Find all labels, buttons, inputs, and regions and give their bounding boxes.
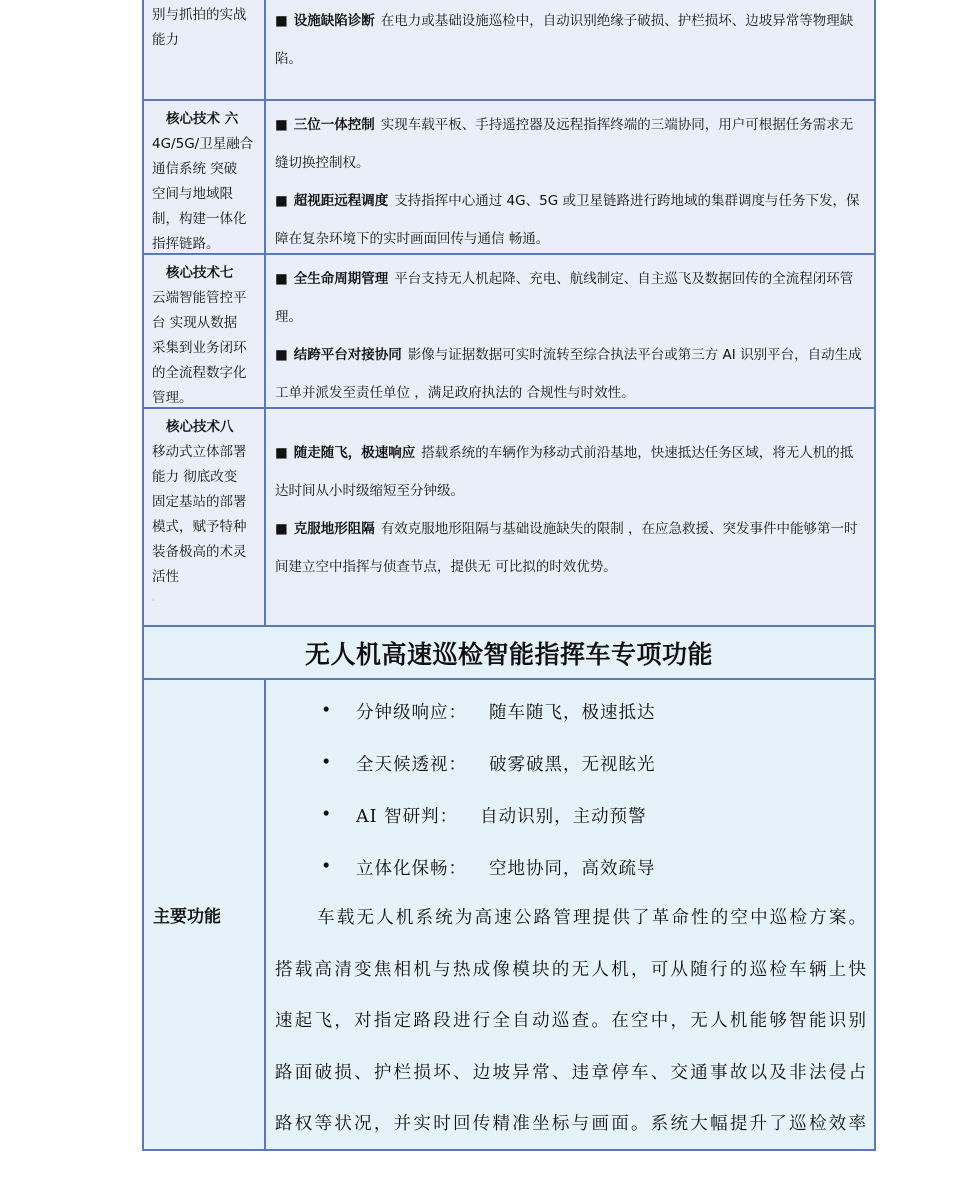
feature-item <box>275 336 864 412</box>
feature-keyword: 超视距远程调度 <box>293 193 389 209</box>
row-content-cell <box>266 255 874 407</box>
row-label-cell <box>144 101 266 253</box>
bullet-text: 随车随飞，极速抵达 <box>489 702 656 723</box>
feature-item <box>275 510 864 586</box>
paragraph-text: 车载无人机系统为高速公路管理提供了革命性的空中巡检方案。 <box>315 908 866 928</box>
row-label-line: 空间与地域限 <box>152 186 233 202</box>
list-item <box>275 737 866 789</box>
bullet-label: 全天候透视： <box>356 754 467 775</box>
square-bullet-icon: ■ <box>275 13 288 29</box>
row-content-cell <box>266 101 874 253</box>
row-content-cell <box>266 409 874 625</box>
paragraph-line: 速起飞，对指定路段进行全自动巡查。在空中，无人机能够智能识别 <box>275 1011 866 1031</box>
table-row <box>142 0 876 101</box>
list-item <box>275 685 866 737</box>
row-label-line: 固定基站的部署 <box>152 494 247 510</box>
section-title: 无人机高速巡检智能指挥车专项功能 <box>142 627 876 680</box>
bullet-label: 立体化保畅： <box>356 858 467 879</box>
bullet-text: 自动识别，主动预警 <box>480 806 647 827</box>
feature-keyword: 全生命周期管理 <box>293 271 389 287</box>
square-bullet-icon: ■ <box>275 117 288 133</box>
bullet-icon: • <box>321 701 333 721</box>
row-label-line: 别与抓拍的实战 <box>152 7 247 23</box>
feature-item <box>275 434 864 510</box>
feature-text: 在电力或基础设施巡检中，自动识别绝缘子破损、护栏损坏、边坡异常等物理缺陷。 <box>275 13 854 67</box>
row-label-line: 装备极高的术灵 <box>152 544 247 560</box>
square-bullet-icon: ■ <box>275 520 288 537</box>
paragraph-line <box>275 893 866 945</box>
row-label-line: 移动式立体部署 <box>152 444 247 460</box>
row-label-line: 的全流程数字化 <box>152 365 247 381</box>
square-bullet-icon: ■ <box>275 347 288 363</box>
main-functions-content <box>266 680 874 1149</box>
paragraph-line: 搭载高清变焦相机与热成像模块的无人机，可从随行的巡检车辆上快 <box>275 959 866 980</box>
row-label-line: 台 实现从数据 <box>152 315 238 331</box>
bullet-icon: • <box>321 753 333 773</box>
bullet-icon: • <box>321 857 333 877</box>
row-label-line: 采集到业务闭环 <box>152 340 247 356</box>
row-caption: 。 <box>152 593 160 602</box>
row-label-line: 指挥链路。 <box>152 236 220 252</box>
feature-item <box>275 2 864 78</box>
feature-item <box>275 260 864 336</box>
feature-keyword: 克服地形阻隔 <box>293 520 375 537</box>
row-title: 核心技术七 <box>166 265 234 281</box>
row-label-line: 能力 <box>152 32 179 48</box>
row-label-line: 活性 <box>152 569 179 585</box>
list-item <box>275 841 866 893</box>
table-row <box>142 101 876 255</box>
feature-keyword: 结跨平台对接协同 <box>293 347 402 363</box>
feature-keyword: 三位一体控制 <box>293 117 375 133</box>
row-label-cell <box>144 0 266 99</box>
row-label-line: 4G/5G/卫星融合 <box>152 136 254 152</box>
feature-text: 实现车载平板、手持遥控器及远程指挥终端的三端协同，用户可根据任务需求无缝切换控制权。 <box>275 117 854 171</box>
list-item <box>275 789 866 841</box>
row-label-line: 通信系统 突破 <box>152 161 238 177</box>
feature-keyword: 随走随飞，极速响应 <box>293 444 416 461</box>
table-row <box>142 255 876 409</box>
feature-text: 搭载系统的车辆作为移动式前沿基地，快速抵达任务区域，将无人机的抵达时间从小时级缩短至分钟级。 <box>275 444 854 499</box>
row-label-line: 管理。 <box>152 390 193 406</box>
row-label-line: 能力 彻底改变 <box>152 469 238 485</box>
square-bullet-icon: ■ <box>275 444 288 461</box>
spec-table <box>142 0 876 1151</box>
row-label-line: 制，构建一体化 <box>152 211 247 227</box>
paragraph-line: 路面破损、护栏损坏、边坡异常、违章停车、交通事故以及非法侵占 <box>275 1062 866 1083</box>
row-title: 核心技术八 <box>166 419 234 435</box>
bullet-label: 分钟级响应： <box>356 702 467 723</box>
bullet-text: 空地协同，高效疏导 <box>489 858 656 879</box>
main-functions-label: 主要功能 <box>144 680 266 1149</box>
bullet-text: 破雾破黑，无视眩光 <box>489 754 656 775</box>
feature-text: 影像与证据数据可实时流转至综合执法平台或第三方 AI 识别平台，自动生成工单并派发至责任单位 ，满足政府执法的 合规性与时效性。 <box>275 347 862 401</box>
feature-text: 支持指挥中心通过 4G、5G 或卫星链路进行跨地域的集群调度与任务下发，保障在复杂环境下的实时画面回传与通信 畅通。 <box>275 193 860 247</box>
row-label-cell <box>144 255 266 407</box>
feature-item <box>275 106 864 182</box>
row-content-cell <box>266 0 874 99</box>
square-bullet-icon: ■ <box>275 193 288 209</box>
feature-text: 平台支持无人机起降、充电、航线制定、自主巡飞及数据回传的全流程闭环管理。 <box>275 271 854 325</box>
bullet-icon: • <box>321 805 333 825</box>
row-label-line: 模式，赋予特种 <box>152 519 247 535</box>
feature-keyword: 设施缺陷诊断 <box>293 13 375 29</box>
row-label-cell <box>144 409 266 625</box>
row-label-line: 云端智能管控平 <box>152 290 247 306</box>
table-row <box>142 409 876 627</box>
bullet-label: AI 智研判： <box>356 806 459 827</box>
main-functions-row <box>142 680 876 1151</box>
paragraph-line: 路权等状况，并实时回传精准坐标与画面。系统大幅提升了巡检效率 <box>275 1114 866 1134</box>
square-bullet-icon: ■ <box>275 271 288 287</box>
row-title: 核心技术 六 <box>166 111 239 127</box>
feature-item <box>275 182 864 258</box>
feature-text: 有效克服地形阻隔与基础设施缺失的限制 ，在应急救援、突发事件中能够第一时间建立空中指挥与侦查节点，提供无 可比拟的时效优势。 <box>275 520 858 575</box>
